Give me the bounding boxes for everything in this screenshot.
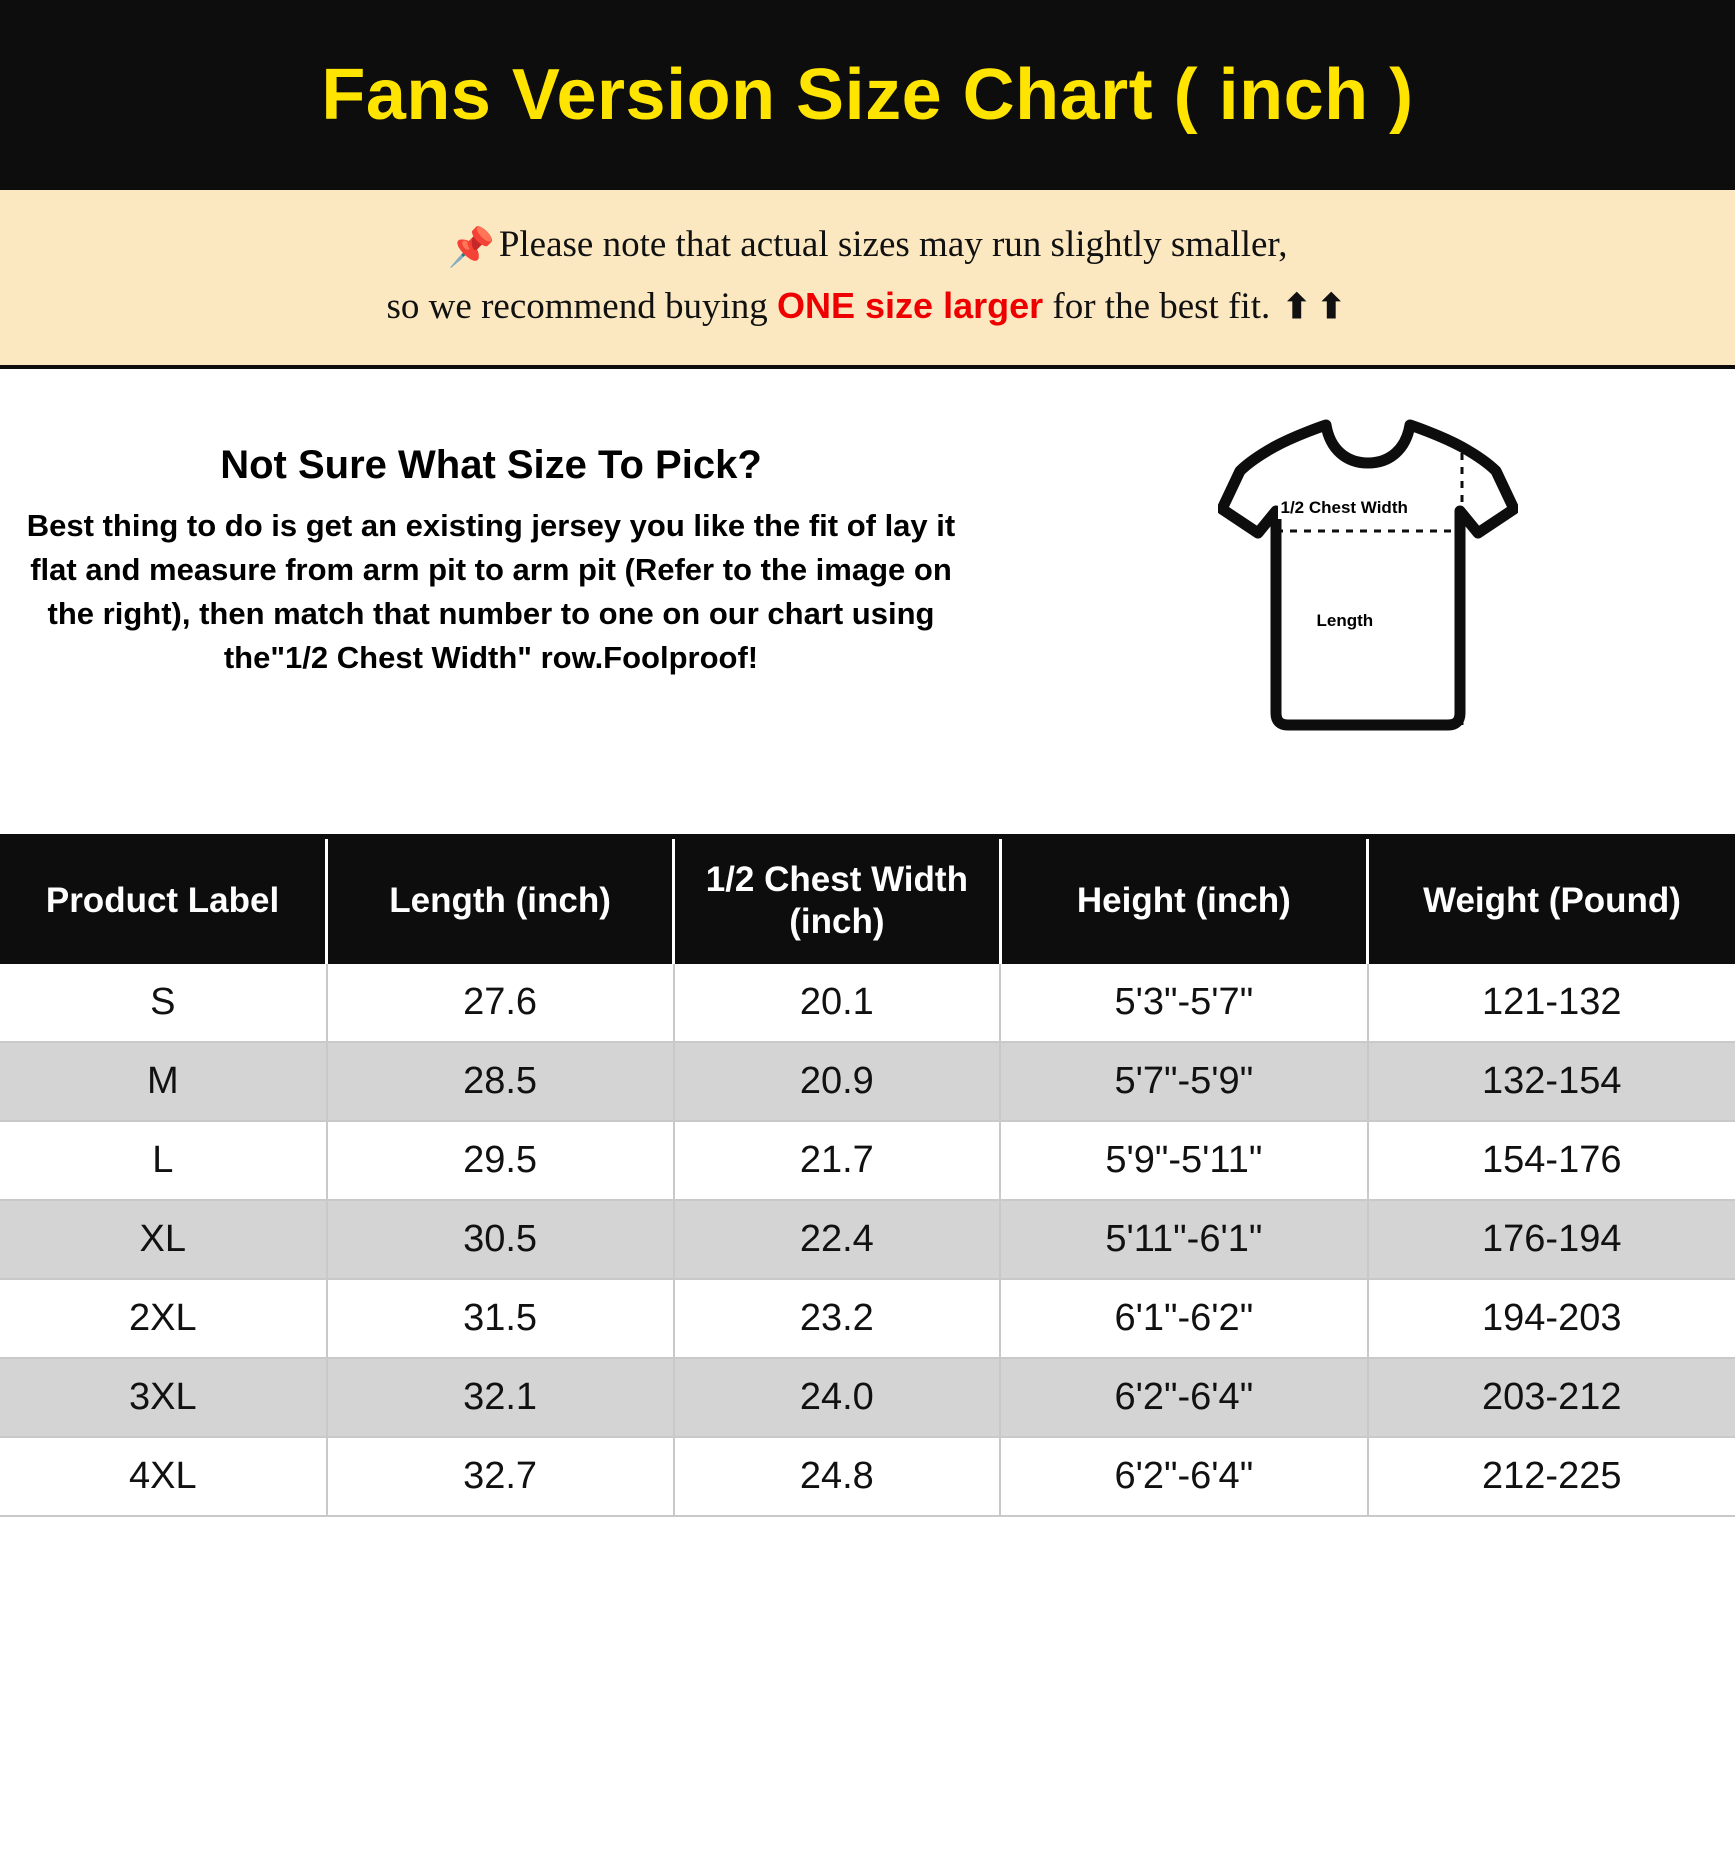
cell-height: 5'11"-6'1"	[1000, 1200, 1367, 1279]
tshirt-icon	[1218, 413, 1518, 743]
info-body: Best thing to do is get an existing jersey you like the fit of lay it flat and measure from arm pit to arm pit (Refer to the image on the right), then match that number to one on our chart using the"1/2 Chest Width" row.Foolproof!	[26, 507, 956, 675]
cell-chest-width: 24.8	[674, 1437, 1001, 1516]
cell-size: 4XL	[0, 1437, 327, 1516]
cell-chest-width: 22.4	[674, 1200, 1001, 1279]
cell-height: 5'9"-5'11"	[1000, 1121, 1367, 1200]
cell-length: 27.6	[327, 964, 674, 1042]
cell-weight: 212-225	[1368, 1437, 1735, 1516]
column-header-length: Length (inch)	[327, 839, 674, 964]
cell-weight: 203-212	[1368, 1358, 1735, 1437]
cell-size: M	[0, 1042, 327, 1121]
tshirt-diagram	[1218, 413, 1518, 743]
table-row	[0, 964, 1735, 1042]
info-heading: Not Sure What Size To Pick?	[220, 442, 762, 487]
size-table	[0, 839, 1735, 1517]
cell-height: 6'2"-6'4"	[1000, 1358, 1367, 1437]
cell-height: 6'2"-6'4"	[1000, 1437, 1367, 1516]
cell-height: 5'7"-5'9"	[1000, 1042, 1367, 1121]
cell-chest-width: 20.9	[674, 1042, 1001, 1121]
diagram-chest-label: 1/2 Chest Width	[1278, 497, 1411, 519]
cell-size: S	[0, 964, 327, 1042]
cell-length: 32.1	[327, 1358, 674, 1437]
cell-weight: 154-176	[1368, 1121, 1735, 1200]
table-row	[0, 1121, 1735, 1200]
cell-chest-width: 23.2	[674, 1279, 1001, 1358]
cell-weight: 194-203	[1368, 1279, 1735, 1358]
pin-icon: 📌	[447, 227, 495, 269]
column-header-product-label: Product Label	[0, 839, 327, 964]
cell-weight: 121-132	[1368, 964, 1735, 1042]
info-diagram-block	[1000, 403, 1735, 743]
cell-length: 30.5	[327, 1200, 674, 1279]
column-header-height: Height (inch)	[1000, 839, 1367, 964]
table-row	[0, 1358, 1735, 1437]
cell-height: 6'1"-6'2"	[1000, 1279, 1367, 1358]
cell-weight: 176-194	[1368, 1200, 1735, 1279]
cell-size: L	[0, 1121, 327, 1200]
cell-weight: 132-154	[1368, 1042, 1735, 1121]
table-header-row	[0, 839, 1735, 964]
table-row	[0, 1200, 1735, 1279]
note-line-2	[20, 279, 1715, 335]
cell-length: 28.5	[327, 1042, 674, 1121]
arrow-up-icon-1: ⬆	[1282, 288, 1311, 326]
cell-length: 32.7	[327, 1437, 674, 1516]
cell-length: 29.5	[327, 1121, 674, 1200]
cell-chest-width: 20.1	[674, 964, 1001, 1042]
cell-size: 2XL	[0, 1279, 327, 1358]
cell-size: 3XL	[0, 1358, 327, 1437]
note-line-1	[20, 216, 1715, 273]
info-section	[0, 369, 1735, 839]
arrow-up-icon-2: ⬆	[1316, 288, 1346, 326]
cell-chest-width: 24.0	[674, 1358, 1001, 1437]
diagram-length-label: Length	[1314, 610, 1377, 632]
cell-chest-width: 21.7	[674, 1121, 1001, 1200]
title-bar	[0, 0, 1735, 190]
note-text-2-post: for the best fit.	[1043, 285, 1271, 327]
table-row	[0, 1437, 1735, 1516]
table-row	[0, 1042, 1735, 1121]
note-band	[0, 190, 1735, 369]
column-header-weight: Weight (Pound)	[1368, 839, 1735, 964]
note-emphasis: ONE size larger	[777, 284, 1044, 326]
info-text-block	[0, 403, 1000, 680]
page-title: Fans Version Size Chart ( inch )	[321, 55, 1414, 135]
note-text-2-pre: so we recommend buying	[386, 285, 778, 327]
table-row	[0, 1279, 1735, 1358]
cell-height: 5'3"-5'7"	[1000, 964, 1367, 1042]
cell-length: 31.5	[327, 1279, 674, 1358]
note-text-1: Please note that actual sizes may run slightly smaller,	[498, 224, 1288, 265]
cell-size: XL	[0, 1200, 327, 1279]
column-header-chest-width: 1/2 Chest Width (inch)	[674, 839, 1001, 964]
